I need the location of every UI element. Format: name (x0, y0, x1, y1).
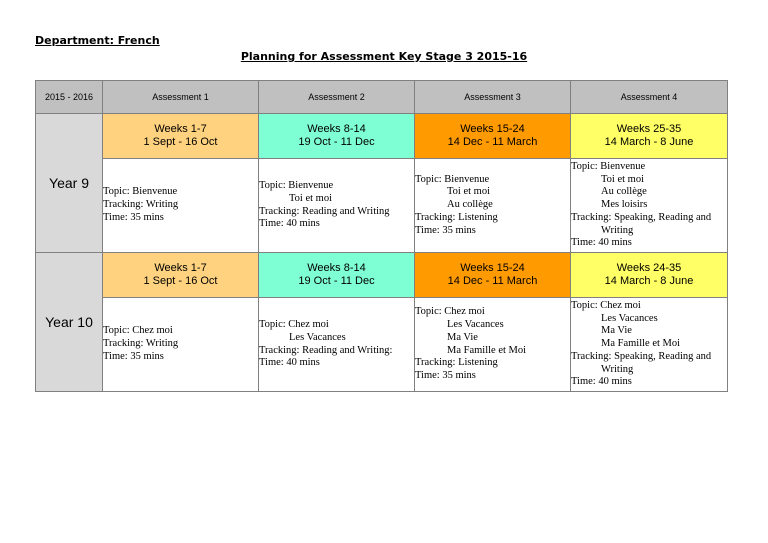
topic-line: Au collège (601, 186, 647, 198)
tracking-line: Tracking: Reading and Writing: (259, 344, 393, 356)
time-line: Time: 40 mins (259, 357, 320, 369)
tracking-line: Tracking: Writing (103, 199, 179, 211)
weeks-range: Weeks 1-7 (154, 123, 207, 135)
weeks-range: Weeks 15-24 (460, 123, 525, 135)
topic-line: Les Vacances (601, 312, 658, 324)
year10-assessment4-weeks (571, 253, 728, 298)
time-line: Time: 35 mins (103, 211, 164, 223)
year10-assessment4-details (571, 298, 728, 392)
year9-weeks-row (36, 114, 728, 159)
assessment-planning-table (35, 80, 728, 392)
assessment-1-header: Assessment 1 (103, 81, 259, 114)
year9-assessment4-details (571, 159, 728, 253)
year9-assessment3-details (415, 159, 571, 253)
topic-line: Au collège (447, 199, 493, 211)
year10-details-row (36, 298, 728, 392)
topic-line: Topic: Bienvenue (259, 179, 334, 191)
topic-line: Mes loisirs (601, 199, 648, 211)
assessment-4-header: Assessment 4 (571, 81, 728, 114)
date-range: 1 Sept - 16 Oct (143, 275, 218, 287)
year9-assessment2-weeks (259, 114, 415, 159)
time-line: Time: 35 mins (103, 350, 164, 362)
year10-assessment1-details (103, 298, 259, 392)
year10-assessment1-weeks (103, 253, 259, 298)
topic-line: Topic: Bienvenue (103, 186, 178, 198)
year10-assessment3-details (415, 298, 571, 392)
topic-line: Toi et moi (601, 173, 645, 185)
topic-line: Les Vacances (289, 331, 346, 343)
year9-label: Year 9 (36, 114, 103, 253)
assessment-2-header: Assessment 2 (259, 81, 415, 114)
year9-assessment3-weeks (415, 114, 571, 159)
topic-line: Les Vacances (447, 318, 504, 330)
topic-line: Topic: Chez moi (259, 318, 329, 330)
topic-line: Topic: Bienvenue (415, 173, 490, 185)
tracking-line: Tracking: Reading and Writing (259, 205, 390, 217)
year10-assessment2-details (259, 298, 415, 392)
year-column-header: 2015 - 2016 (36, 81, 103, 114)
department-label: Department: French (35, 34, 160, 47)
date-range: 1 Sept - 16 Oct (143, 136, 218, 148)
time-line: Time: 35 mins (415, 370, 476, 382)
date-range: 14 March - 8 June (604, 136, 694, 148)
year10-assessment3-weeks (415, 253, 571, 298)
year10-weeks-row (36, 253, 728, 298)
weeks-range: Weeks 8-14 (307, 123, 366, 135)
weeks-range: Weeks 24-35 (616, 262, 682, 274)
assessment-3-header: Assessment 3 (415, 81, 571, 114)
topic-line: Topic: Bienvenue (571, 160, 646, 172)
date-range: 19 Oct - 11 Dec (298, 275, 375, 287)
topic-line: Ma Famille et Moi (447, 344, 527, 356)
page-title: Planning for Assessment Key Stage 3 2015-16 (240, 50, 528, 63)
year9-assessment1-weeks (103, 114, 259, 159)
weeks-range: Weeks 15-24 (460, 262, 525, 274)
time-line: Time: 40 mins (571, 237, 632, 249)
topic-line: Topic: Chez moi (415, 306, 485, 318)
date-range: 19 Oct - 11 Dec (298, 136, 375, 148)
tracking-line-cont: Writing (601, 224, 634, 236)
time-line: Time: 35 mins (415, 224, 476, 236)
weeks-range: Weeks 8-14 (307, 262, 366, 274)
date-range: 14 Dec - 11 March (447, 136, 538, 148)
topic-line: Toi et moi (289, 192, 333, 204)
weeks-range: Weeks 1-7 (154, 262, 207, 274)
tracking-line: Tracking: Listening (415, 211, 498, 223)
year10-assessment2-weeks (259, 253, 415, 298)
topic-line: Toi et moi (447, 186, 491, 198)
tracking-line: Tracking: Listening (415, 357, 498, 369)
header-row (36, 81, 728, 114)
weeks-range: Weeks 25-35 (616, 123, 682, 135)
tracking-line-cont: Writing (601, 363, 634, 375)
year10-label: Year 10 (36, 253, 103, 392)
tracking-line: Tracking: Speaking, Reading and (571, 211, 712, 223)
topic-line: Topic: Chez moi (571, 299, 641, 311)
time-line: Time: 40 mins (571, 376, 632, 388)
topic-line: Topic: Chez moi (103, 325, 173, 337)
topic-line: Ma Famille et Moi (601, 338, 681, 350)
year9-assessment1-details (103, 159, 259, 253)
tracking-line: Tracking: Writing (103, 338, 179, 350)
date-range: 14 Dec - 11 March (447, 275, 538, 287)
year9-assessment4-weeks (571, 114, 728, 159)
date-range: 14 March - 8 June (604, 275, 694, 287)
topic-line: Ma Vie (447, 331, 478, 343)
year9-assessment2-details (259, 159, 415, 253)
year9-details-row (36, 159, 728, 253)
tracking-line: Tracking: Speaking, Reading and (571, 350, 712, 362)
topic-line: Ma Vie (601, 325, 632, 337)
time-line: Time: 40 mins (259, 218, 320, 230)
